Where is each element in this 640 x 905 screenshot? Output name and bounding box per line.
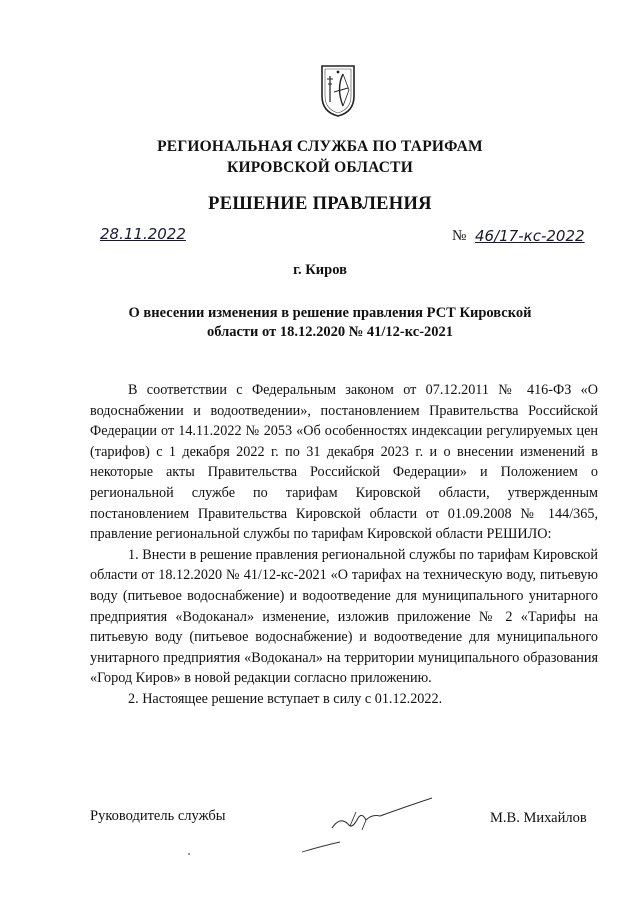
org-name-line2: КИРОВСКОЙ ОБЛАСТИ <box>227 159 413 176</box>
signatory-position: Руководитель службы <box>90 808 226 824</box>
document-subject: О внесении изменения в решение правления РСТ Кировской области от 18.12.2020 № 41/12-кс-2021 <box>128 305 532 340</box>
body-paragraph-item-2: 2. Настоящее решение вступает в силу с 01.12.2022. <box>128 690 443 707</box>
coat-of-arms-icon <box>316 62 360 118</box>
body-paragraph-item-1: 1. Внести в решение правления региональной службы по тарифам Кировской области от 18.12.2020 № 41/12-кс-2021 «О тарифах на техническую воду, питьевую воду (питьевое водоснабжение) и водоотведение для муниципального унитарного предприятия «Водоканал» изменение, изложив приложение № 2 «Тарифы на питьевую воду (питьевое водоснабжение) и водоотведение для муниципального унитарного предприятия «Водоканал» на территории муниципального образования «Город Киров» в новой редакции согласно приложению. <box>90 546 598 687</box>
body-paragraph-preamble: В соответствии с Федеральным законом от 07.12.2011 № 416-ФЗ «О водоснабжении и водоотведении», постановлением Правительства Российской Федерации от 14.11.2022 № 2053 «Об особенностях индексации регулируемых цен (тарифов) с 1 декабря 2022 г. по 31 декабря 2023 г. и о внесении изменений в некоторые акты Правительства Российской Федерации» и Положением о региональной службе по тарифам Кировской области, утвержденным постановлением Правительства Кировской области от 01.09.2008 № 144/365, правление региональной службы по тарифам Кировской области РЕШИЛО: <box>90 382 598 543</box>
scan-speck <box>188 853 190 855</box>
signatory-name: М.В. Михайлов <box>490 810 587 826</box>
document-type-title: РЕШЕНИЕ ПРАВЛЕНИЯ <box>208 194 432 214</box>
org-name-line1: РЕГИОНАЛЬНАЯ СЛУЖБА ПО ТАРИФАМ <box>157 138 483 155</box>
handwritten-signature <box>292 790 442 860</box>
decision-number: 46/17-кс-2022 <box>475 227 585 245</box>
decision-date: 28.11.2022 <box>100 225 186 243</box>
number-label: № <box>452 228 467 244</box>
city: г. Киров <box>293 262 347 278</box>
document-body <box>90 380 598 710</box>
